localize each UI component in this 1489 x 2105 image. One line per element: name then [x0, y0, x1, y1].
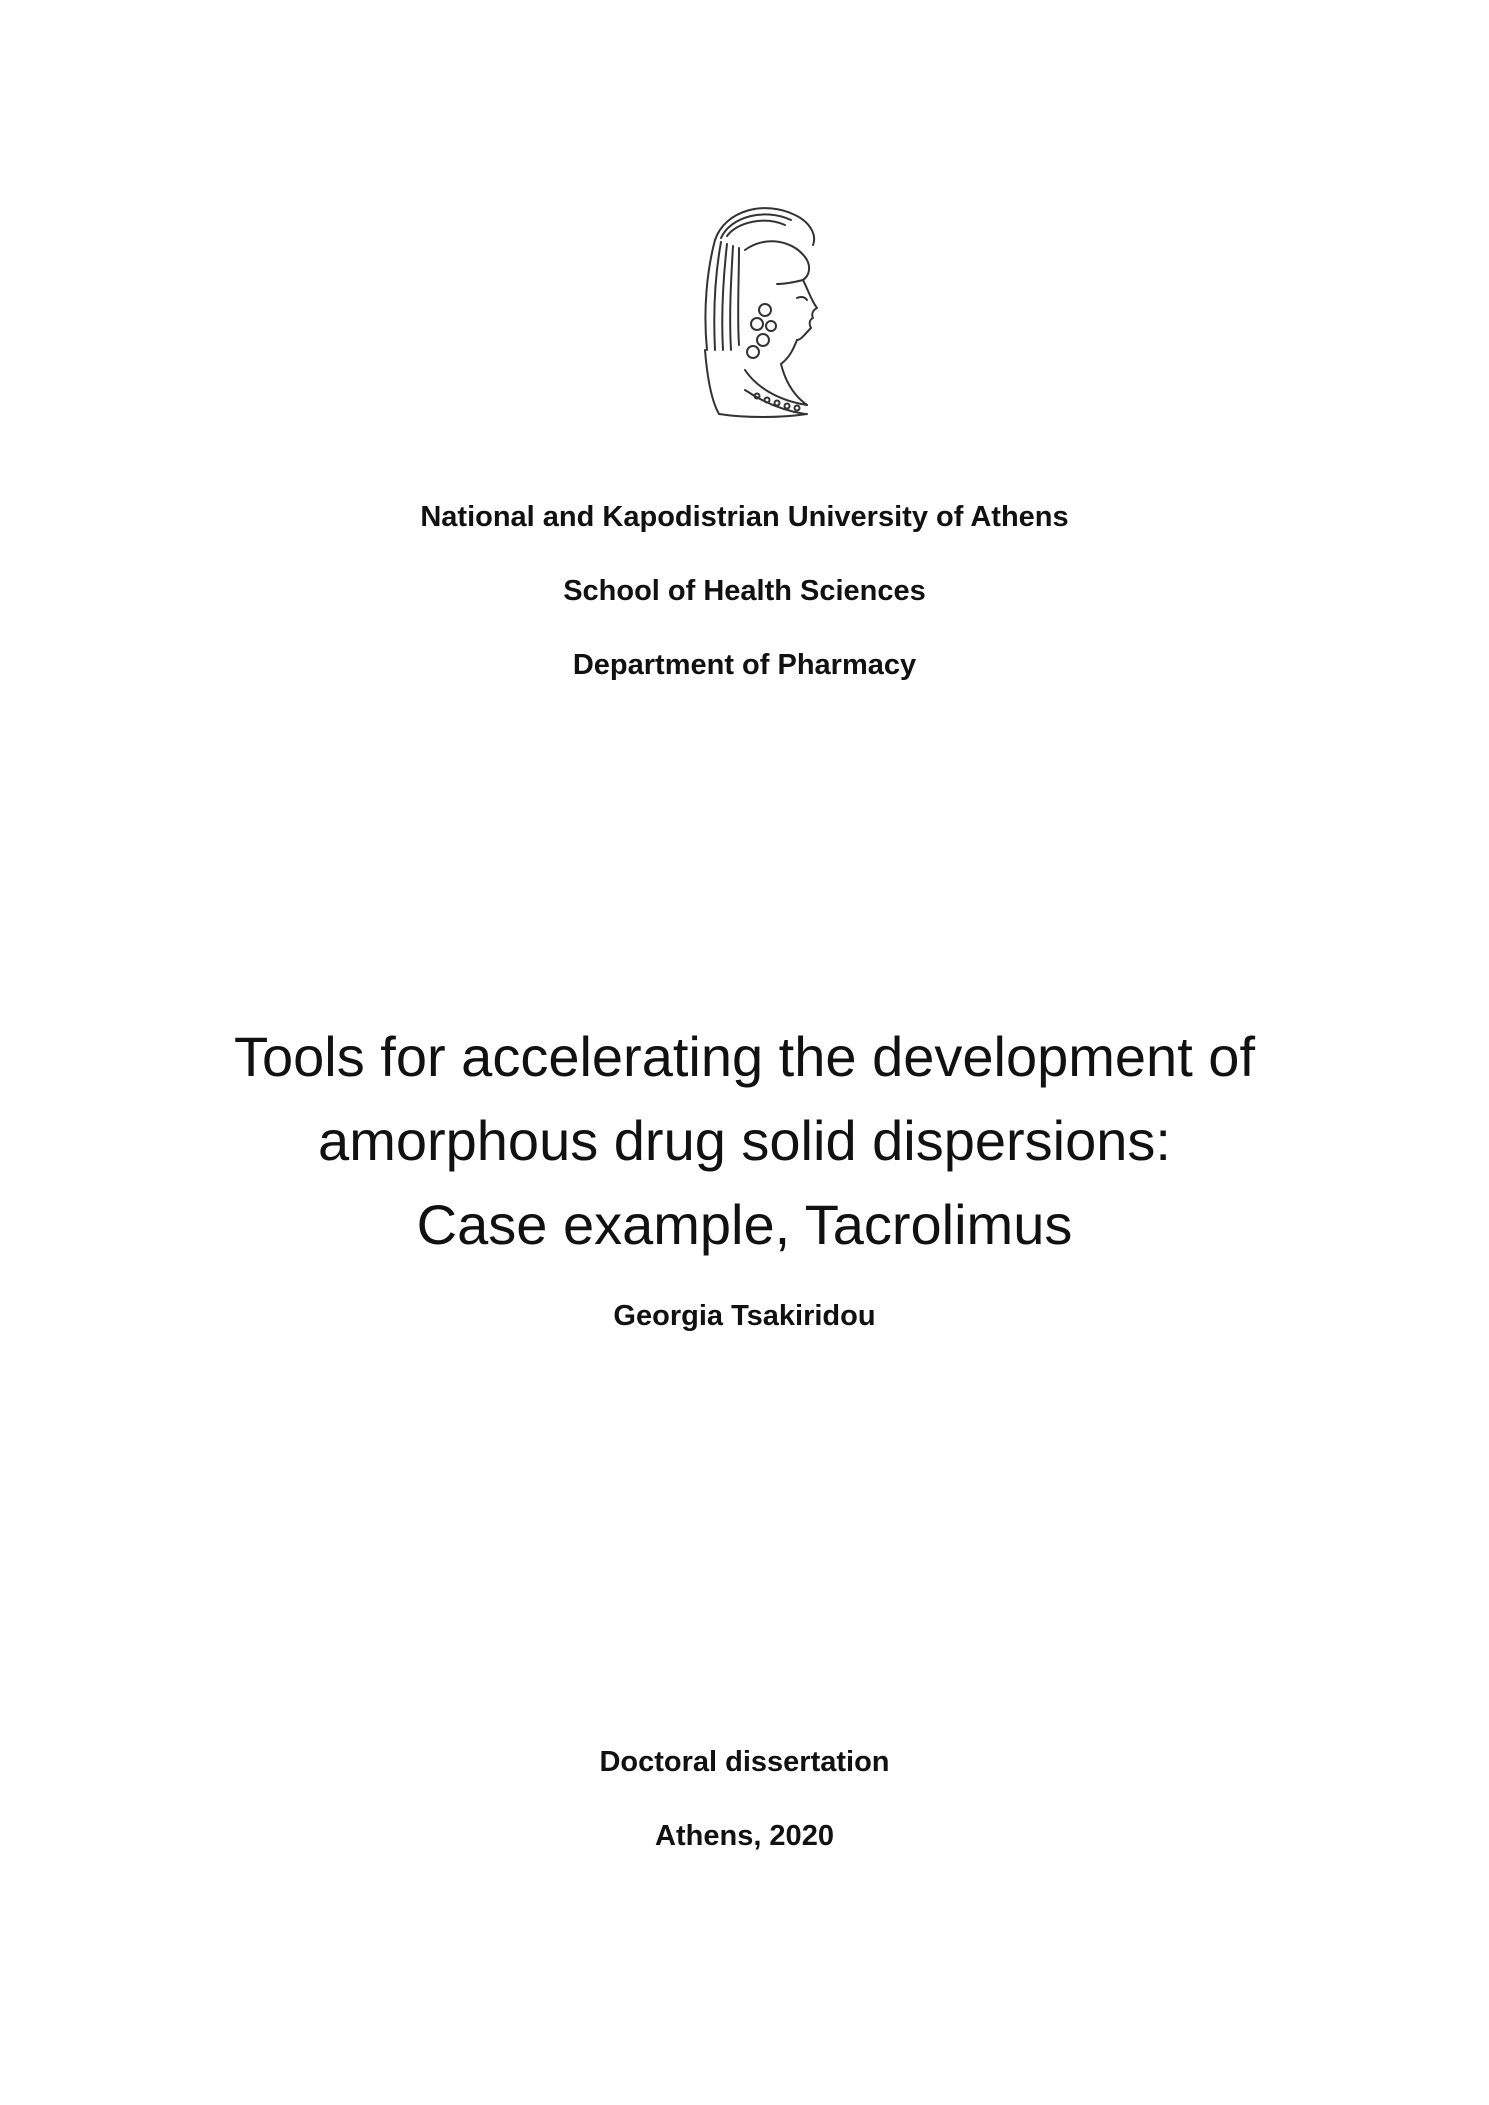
- university-name: National and Kapodistrian University of Athens: [420, 501, 1069, 533]
- document-type: Doctoral dissertation: [599, 1746, 890, 1778]
- athena-helmet-emblem-icon: [685, 200, 835, 420]
- school-name: School of Health Sciences: [563, 575, 926, 607]
- author-name: Georgia Tsakiridou: [613, 1300, 876, 1332]
- dissertation-title: [0, 1015, 1489, 1267]
- title-line: Case example, Tacrolimus: [416, 1193, 1073, 1256]
- department-name: Department of Pharmacy: [572, 649, 917, 681]
- place-and-year: Athens, 2020: [655, 1820, 834, 1852]
- title-line: amorphous drug solid dispersions:: [318, 1109, 1171, 1172]
- title-line: Tools for accelerating the development of: [233, 1025, 1256, 1088]
